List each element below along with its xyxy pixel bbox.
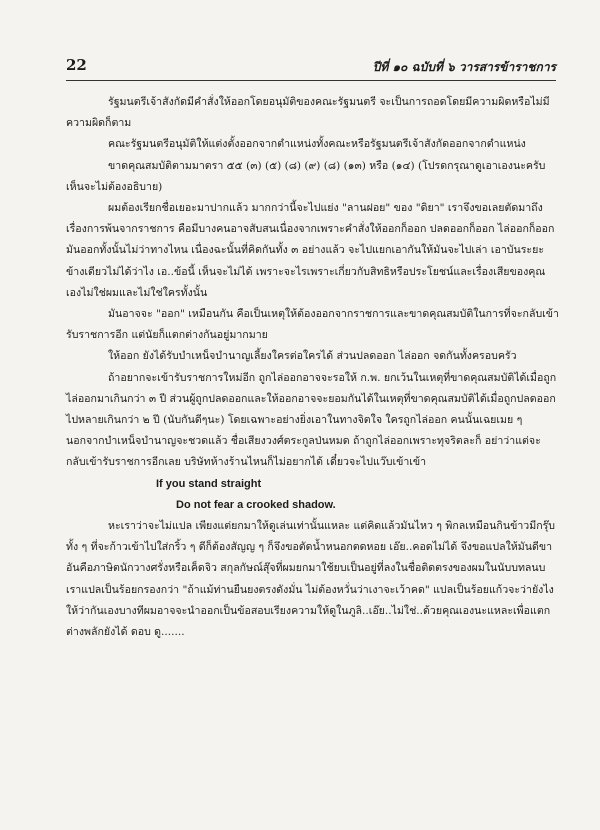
paragraph: ขาดคุณสมบัติตามมาตรา ๕๕ (๓) (๕) (๘) (๙) (๘) (๑๓) หรือ (๑๔) (โปรดกรุณาดูเอาเองนะครับ เห็นจะไม่ต้องอธิบาย) xyxy=(66,159,546,193)
english-quote-line: If you stand straight xyxy=(156,477,262,490)
running-head: ปีที่ ๑๐ ฉบับที่ ๖ วารสารข้าราชการ xyxy=(372,60,556,74)
english-quote-line: Do not fear a crooked shadow. xyxy=(176,498,336,511)
paragraph: ให้ออก ยังได้รับบำเหน็จบำนาญเลี้ยงใครต่อใครได้ ส่วนปลดออก ไล่ออก จดกันทั้งครอบครัว xyxy=(108,350,517,363)
paragraph: ถ้าอยากจะเข้ารับราชการใหม่อีก ถูกไล่ออกอาจจะรอให้ ก.พ. ยกเว้นในเหตุที่ขาดคุณสมบัติได้เมื่อถูกไล่ออกมาเกินกว่า ๓ ปี ส่วนผู้ถูกปลดออกและให้ออกอาจจะยอมกันได้ในเหตุที่ขาดคุณสมบัติได้เมื่อถูกปลดออกไปหลายเกินกว่า ๒ ปี (นับกันดีๆนะ) โดยเฉพาะอย่างยิ่งเอาในทางจิตใจ ใครถูกไล่ออก คนนั้นเฉยเมย ๆ นอกจากบำเหน็จบำนาญจะชวดแล้ว ชื่อเสียงวงศ์ตระกูลป่นหมด ถ้าถูกไล่ออกเพราะทุจริตละก็ อย่าว่าแต่จะกลับเข้ารับราชการอีกเลย บริษัทห้างร้านไหนก็ไม่อยากได้ เดี๋ยวจะไปแว๊บเข้าเข้า xyxy=(66,371,557,469)
page-number: 22 xyxy=(66,56,87,74)
closing-paragraph: หะเราว่าจะไม่แปล เพียงแต่ยกมาให้ดูเล่นเท่านั้นแหละ แต่คิดแล้วมันไหว ๆ พิกลเหมือนกินข้าวมีกรุ๊บ ทั้ง ๆ ที่จะก้าวเข้าไปใส่กริ้ว ๆ ดีก็ต้องสัญญ ๆ ก็จึงขอตัดน้ำหนอกตดหอย เอ๊ย..คอดไม่ได้ จึงขอแปลให้มันดีขา อันคือภาษิตนักวางศรั่งหรือเค็ดจิว สกุลกัษณ์สุ๊จที่ผมยกมาใช้ยบเป็นอยู่ที่ลงในชื่อติดตรงของผมในนับบทลนบ เราแปลเป็นร้อยกรองกว่า "ถ้าแม้ท่านยืนยงตรงดังมั่น ไม่ต้องหวั่นว่าเงาจะเว้าคด" แปลเป็นร้อยแก้วจะว่ายังไงให้ว่ากันเองบางทีผมอาจจะนำออกเป็นข้อสอบเรียงความให้ดูในภูลิ..เอ๊ย..ไม่ใช่..ด้วยคุณเองนะแหละเพื่อแตกต่างพลักยังได้ ดอบ ดู....... xyxy=(66,520,556,639)
paragraph: มันอาจจะ "ออก" เหมือนกัน คือเป็นเหตุให้ต้องออกจากราชการและขาดคุณสมบัติในการที่จะกลับเข้ารับราชการอีก แต่นัยก็แตกต่างกันอยู่มากมาย xyxy=(66,308,559,342)
paragraph: รัฐมนตรีเจ้าสังกัดมีคำสั่งให้ออกโดยอนุมัติของคณะรัฐมนตรี จะเป็นการถอดโดยมีความผิดหรือไม่มีความผิดก็ตาม xyxy=(66,96,550,130)
page-header xyxy=(66,56,556,78)
paragraph: คณะรัฐมนตรีอนุมัติให้แต่งตั้งออกจากตำแหน่งทั้งคณะหรือรัฐมนตรีเจ้าสังกัดออกจากตำแหน่ง xyxy=(108,138,526,151)
header-rule xyxy=(66,80,556,81)
article-body xyxy=(66,92,560,643)
paragraph: ผมต้องเรียกชื่อเยอะมาปากแล้ว มากกว่านี้จะไปแย่ง "ลานฝอย" ของ "ดิยา" เราจึงขอเลยตัดมาถึงเรื่องการพ้นจากราชการ คือมีบางคนอาจสับสนเนื่องจากเพราะคำสั่งให้ออกก็ออก ปลดออกก็ออก ไล่ออกก็ออก มันออกทั้งนั้นไม่ว่าทางไหน เนื่องฉะนั้นที่คิดกันทั้ง ๓ อย่างแล้ว จะไปแยกเอากันให้มันจะไปเล่า เอาบันระยะข้างเดียวไม่ได้ว่าไง เอ..ข้อนี้ เห็นจะไม่ได้ เพราะจะไรเพราะเกี่ยวกับสิทธิหรือประโยชน์และเรื่องเสียของคุณเองไม่ใช่ผมและไม่ใช่ใครทั้งนั้น xyxy=(66,202,555,299)
